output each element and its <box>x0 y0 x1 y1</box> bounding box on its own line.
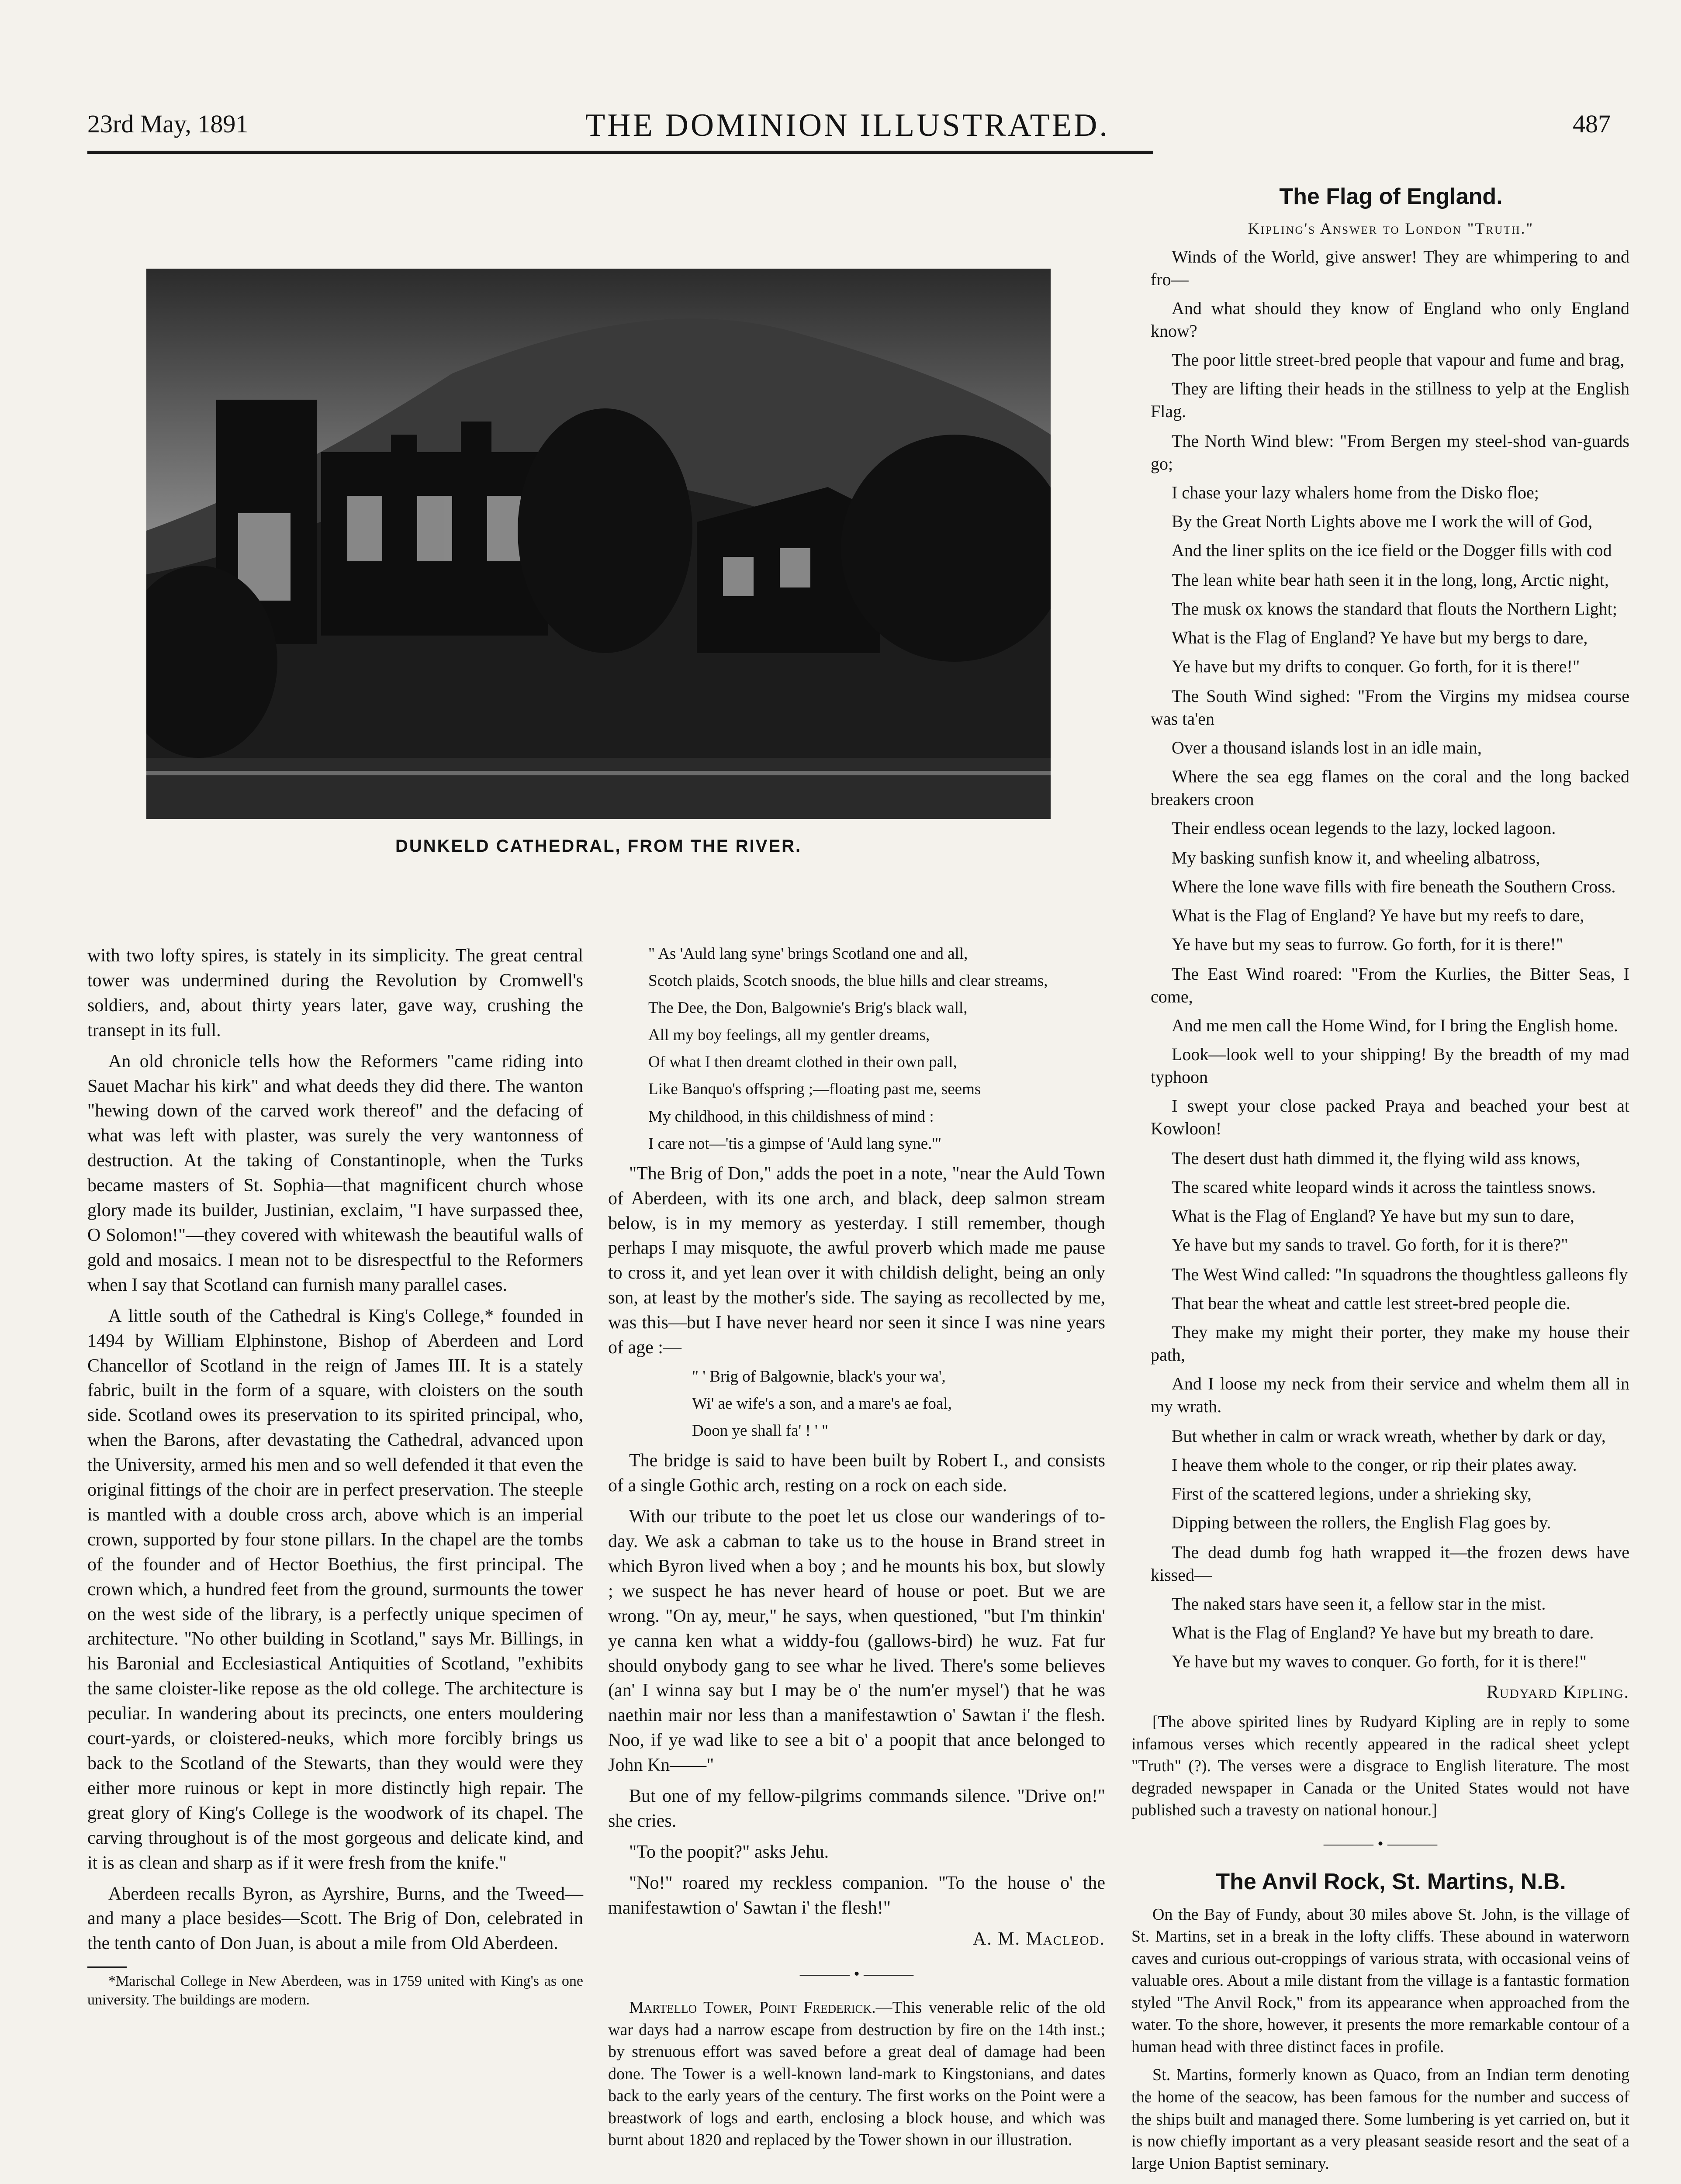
paragraph: "To the poopit?" asks Jehu. <box>629 1842 829 1862</box>
issue-date: 23rd May, 1891 <box>87 110 249 138</box>
verse-line: And me men call the Home Wind, for I bring the English home. <box>1172 1016 1618 1036</box>
verse-line: But whether in calm or wrack wreath, whether by dark or day, <box>1172 1426 1606 1446</box>
verse-line: The North Wind blew: "From Bergen my steel-shod van-guards go; <box>1151 431 1629 474</box>
ornament-divider: ——— • ——— <box>799 1964 914 1983</box>
verse-line: And I loose my neck from their service and whelm them all in my wrath. <box>1151 1374 1629 1417</box>
verse-line: What is the Flag of England? Ye have but my breath to dare. <box>1172 1623 1594 1643</box>
stanza <box>1131 963 1629 1140</box>
verse-line: Wi' ae wife's a son, and a mare's ae foal, <box>692 1395 952 1413</box>
stanza <box>1131 847 1629 956</box>
stanza <box>1131 245 1629 423</box>
paragraph: "The Brig of Don," adds the poet in a note, "near the Auld Town of Aberdeen, with its one arch, and black, deep salmon stream below, is in my memory as yesterday. I still remember, though perhaps I may misquote, the awful proverb which made me pause to cross it, and yet lean over it with childish delight, being an only son, at least by the mother's side. The saying as recollected by me, was this—but I have never heard nor seen it since I was nine years of age :— <box>608 1163 1105 1358</box>
verse-line: Winds of the World, give answer! They are whimpering to and fro— <box>1151 247 1629 290</box>
martello-heading: Martello Tower, Point Frederick. <box>629 1998 876 2017</box>
verse-line: The scared white leopard winds it across the taintless snows. <box>1172 1177 1596 1197</box>
paragraph: St. Martins, formerly known as Quaco, from an Indian term denoting the home of the seacow, has been famous for the number and success of the ships built and managed there. Some lumbering is yet carried on, but it is now chiefly important as a very pleasant seaside resort and the seat of a large Union Baptist seminary. <box>1131 2066 1629 2173</box>
verse-line: Scotch plaids, Scotch snoods, the blue hills and clear streams, <box>648 972 1048 990</box>
article-title: The Anvil Rock, St. Martins, N.B. <box>1216 1869 1566 1895</box>
verse-line: And what should they know of England who only England know? <box>1151 298 1629 341</box>
martello-text: —This venerable relic of the old war days had a narrow escape from destruction by fire on the 14th inst.; by strenuous effort was saved before a great deal of damage had been done. The Tower is a well-known land-mark to Kingstonians, and dates back to the early years of the century. The first works on the Point were a breastwork of logs and earth, enclosing a block house, and which was burnt about 1820 and replaced by the Tower shown in our illustration. <box>608 1998 1105 2149</box>
poem-title: The Flag of England. <box>1279 184 1503 209</box>
ornament-divider: ——— • ——— <box>1323 1834 1438 1853</box>
verse-line: What is the Flag of England? Ye have but my reefs to dare, <box>1172 905 1584 926</box>
verse-line: First of the scattered legions, under a shrieking sky, <box>1172 1484 1532 1504</box>
verse-line: The South Wind sighed: "From the Virgins my midsea course was ta'en <box>1151 686 1629 729</box>
poem-signature: Rudyard Kipling. <box>1486 1682 1629 1703</box>
paragraph: "No!" roared my reckless companion. "To the house o' the manifestawtion o' Sawtan i' the flesh!" <box>608 1873 1105 1918</box>
verse-line: The naked stars have seen it, a fellow star in the mist. <box>1172 1594 1546 1614</box>
verse-line: " As 'Auld lang syne' brings Scotland one and all, <box>648 945 968 963</box>
paragraph: But one of my fellow-pilgrims commands silence. "Drive on!" she cries. <box>608 1786 1105 1831</box>
verse-line: They are lifting their heads in the stillness to yelp at the English Flag. <box>1151 379 1629 422</box>
verse-line: I swept your close packed Praya and beached your best at Kowloon! <box>1151 1096 1629 1139</box>
verse-line: The musk ox knows the standard that flouts the Northern Light; <box>1172 599 1617 619</box>
verse-line: Look—look well to your shipping! By the breadth of my mad typhoon <box>1151 1044 1629 1087</box>
verse-line: I chase your lazy whalers home from the Disko floe; <box>1172 483 1539 503</box>
cathedral-illustration <box>146 269 1051 819</box>
verse-line: The West Wind called: "In squadrons the thoughtless galleons fly <box>1172 1265 1628 1285</box>
verse-line: Dipping between the rollers, the English Flag goes by. <box>1172 1513 1551 1533</box>
verse-line: My childhood, in this childishness of mind : <box>648 1107 934 1126</box>
verse-line: Where the lone wave fills with fire beneath the Southern Cross. <box>1172 877 1616 897</box>
column-left <box>87 943 583 2015</box>
column-right <box>1131 181 1629 2181</box>
verse-line: Where the sea egg flames on the coral and the long backed breakers croon <box>1151 767 1629 809</box>
verse-line: They make my might their porter, they make my house their path, <box>1151 1322 1629 1365</box>
verse-line: All my boy feelings, all my gentler dreams, <box>648 1026 930 1044</box>
masthead-title: THE DOMINION ILLUSTRATED. <box>585 107 1110 143</box>
page-number: 487 <box>1573 110 1611 138</box>
verse-line: The dead dumb fog hath wrapped it—the frozen dews have kissed— <box>1151 1542 1629 1585</box>
verse-line: That bear the wheat and cattle lest street-bred people die. <box>1172 1293 1570 1313</box>
paragraph: An old chronicle tells how the Reformers "came riding into Sauet Machar his kirk" and what deeds they did there. The wanton "hewing down of the carved work thereof" and the defacing of what was left with plaster, was surely the very wantonness of destruction. At the taking of Constantinople, when the Turks became masters of St. Sophia—that magnificent church whose glory made its builder, Justinian, exclaim, "I have surpassed thee, O Solomon!"—they covered with whitewash the beautiful walls of gold and mosaics. I mean not to be disrespectful to the Reformers when I say that Scotland can furnish many parallel cases. <box>87 1051 583 1295</box>
stanza <box>1131 1425 1629 1534</box>
verse-line: My basking sunfish know it, and wheeling albatross, <box>1172 848 1540 868</box>
verse-line: What is the Flag of England? Ye have but my bergs to dare, <box>1172 628 1588 648</box>
verse-line: What is the Flag of England? Ye have but my sun to dare, <box>1172 1206 1575 1226</box>
verse-line: Their endless ocean legends to the lazy, locked lagoon. <box>1172 818 1556 838</box>
verse-line: By the Great North Lights above me I work the will of God, <box>1172 511 1593 532</box>
verse-line: Over a thousand islands lost in an idle main, <box>1172 738 1482 758</box>
paragraph: Aberdeen recalls Byron, as Ayrshire, Burns, and the Tweed—and many a place besides—Scott. The Brig of Don, celebrated in the tenth canto of Don Juan, is about a mile from Old Aberdeen. <box>87 1883 583 1954</box>
verse-line: Like Banquo's offspring ;—floating past me, seems <box>648 1080 981 1099</box>
verse-line: Of what I then dreamt clothed in their own pall, <box>648 1053 957 1071</box>
paragraph: with two lofty spires, is stately in its simplicity. The great central tower was undermined during the Revolution by Cromwell's soldiers, and, about thirty years later, gave way, crushing the transept in its full. <box>87 946 583 1040</box>
verse-line: " ' Brig of Balgownie, black's your wa', <box>692 1368 946 1386</box>
paragraph: The bridge is said to have been built by Robert I., and consists of a single Gothic arch, resting on a rock on each side. <box>608 1451 1105 1496</box>
verse-line: The East Wind roared: "From the Kurlies, the Bitter Seas, I come, <box>1151 964 1629 1007</box>
footnote: *Marischal College in New Aberdeen, was in 1759 united with King's as one university. The buildings are modern. <box>87 1973 583 2008</box>
stanza <box>1131 430 1629 562</box>
editor-note: [The above spirited lines by Rudyard Kipling are in reply to some infamous verses which recently appeared in the radical sheet yclept "Truth" (?). The verses were a disgrace to English literature. The most degraded newspaper in Canada or the United States would not have published such a travesty on national honour.] <box>1131 1713 1629 1820</box>
verse-line: The desert dust hath dimmed it, the flying wild ass knows, <box>1172 1148 1581 1168</box>
author-signature: A. M. Macleod. <box>972 1928 1105 1949</box>
verse-line: Ye have but my waves to conquer. Go forth, for it is there!" <box>1172 1652 1587 1672</box>
verse-line: Ye have but my drifts to conquer. Go forth, for it is there!" <box>1172 657 1580 677</box>
martello-tower-note <box>608 1997 1105 2151</box>
byron-verse <box>608 943 1105 1154</box>
stanza <box>1131 1263 1629 1418</box>
footnote-rule <box>87 1966 127 1968</box>
verse-line: Doon ye shall fa' ! ' " <box>692 1422 829 1440</box>
verse-line: The Dee, the Don, Balgownie's Brig's black wall, <box>648 999 968 1017</box>
paragraph: A little south of the Cathedral is King's College,* founded in 1494 by William Elphinstone, Bishop of Aberdeen and Lord Chancellor of Scotland in the reign of James III. It is a stately fabric, built in the form of a square, with cloisters on the south side. Scotland owes its preservation to its spirited principal, who, when the Barons, after devastating the Cathedral, advanced upon the University, armed his men and so well defended it that even the original fittings of the choir are in perfect preservation. The steeple is mantled with a double cross arch, above which is an imperial crown, supported by four stone pillars. In the chapel are the tombs of the founder and of Hector Boethius, the first principal. The crown which, a hundred feet from the ground, surmounts the tower on the west side of the library, is a perfectly unique specimen of architecture. "No other building in Scotland," says Mr. Billings, in his Baronial and Ecclesiastical Antiquities of Scotland, "exhibits the same cloister-like repose as the old college. The architecture is peculiar. In wandering about its precincts, one enters mouldering court-yards, or cloistered-neuks, which more forcibly brings us back to the Scotland of the Stewarts, than they would were they either more ruinous or kept in more distinctly high repair. The great glory of King's College is the woodwork of its chapel. The carving throughout is of the most gorgeous and delicate kind, and it is as clean and sharp as if it were fresh from the knife." <box>87 1306 583 1873</box>
poem-subtitle: Kipling's Answer to London "Truth." <box>1248 220 1534 238</box>
illustration-caption: DUNKELD CATHEDRAL, FROM THE RIVER. <box>395 836 802 856</box>
verse-line: The lean white bear hath seen it in the long, long, Arctic night, <box>1172 570 1609 590</box>
verse-line: The poor little street-bred people that vapour and fume and brag, <box>1172 350 1625 370</box>
verse-line: Ye have but my sands to travel. Go forth, for it is there?" <box>1172 1235 1568 1255</box>
stanza <box>1131 1147 1629 1256</box>
paragraph: With our tribute to the poet let us close our wanderings of to-day. We ask a cabman to take us to the house in Brand street in which Byron lived when a boy ; and he mounts his box, but slowly ; we suspect he has never heard of house or poet. But we are wrong. "On ay, meur," he says, when questioned, "but I'm thinkin' ye canna ken what a widdy-fou (gallows-bird) he wuz. Fat fur should onybody gang to see whar he lived. There's some believes (an' I winna say but I may be o' the num'er mysel') that he was naethin mair nor less than a manifestawtion o' Sawtan i' the flesh. Noo, if ye wad like to see a bit o' a poopit that ance belonged to John Kn——" <box>608 1507 1105 1776</box>
column-middle <box>608 943 1105 2157</box>
verse-line: I care not—'tis a gimpse of 'Auld lang syne.'" <box>648 1134 942 1153</box>
verse-line: Ye have but my seas to furrow. Go forth, for it is there!" <box>1172 934 1563 954</box>
header-rule <box>87 151 1153 154</box>
proverb-verse <box>608 1366 1105 1441</box>
verse-line: I heave them whole to the conger, or rip their plates away. <box>1172 1455 1577 1475</box>
verse-line: And the liner splits on the ice field or the Dogger fills with cod <box>1172 540 1612 560</box>
stanza <box>1131 1541 1629 1673</box>
paragraph: On the Bay of Fundy, about 30 miles above St. John, is the village of St. Martins, set in a break in the lofty cliffs. These abound in waterworn caves and curious out-croppings of various strata, with occasional veins of valuable ores. About a mile distant from the village is a fantastic formation styled "The Anvil Rock," from its appearance when approached from the water. To the shore, however, it presents the more remarkable contour of a human head with three distinct faces in profile. <box>1131 1905 1629 2056</box>
stanza <box>1131 569 1629 678</box>
stanza <box>1131 685 1629 840</box>
